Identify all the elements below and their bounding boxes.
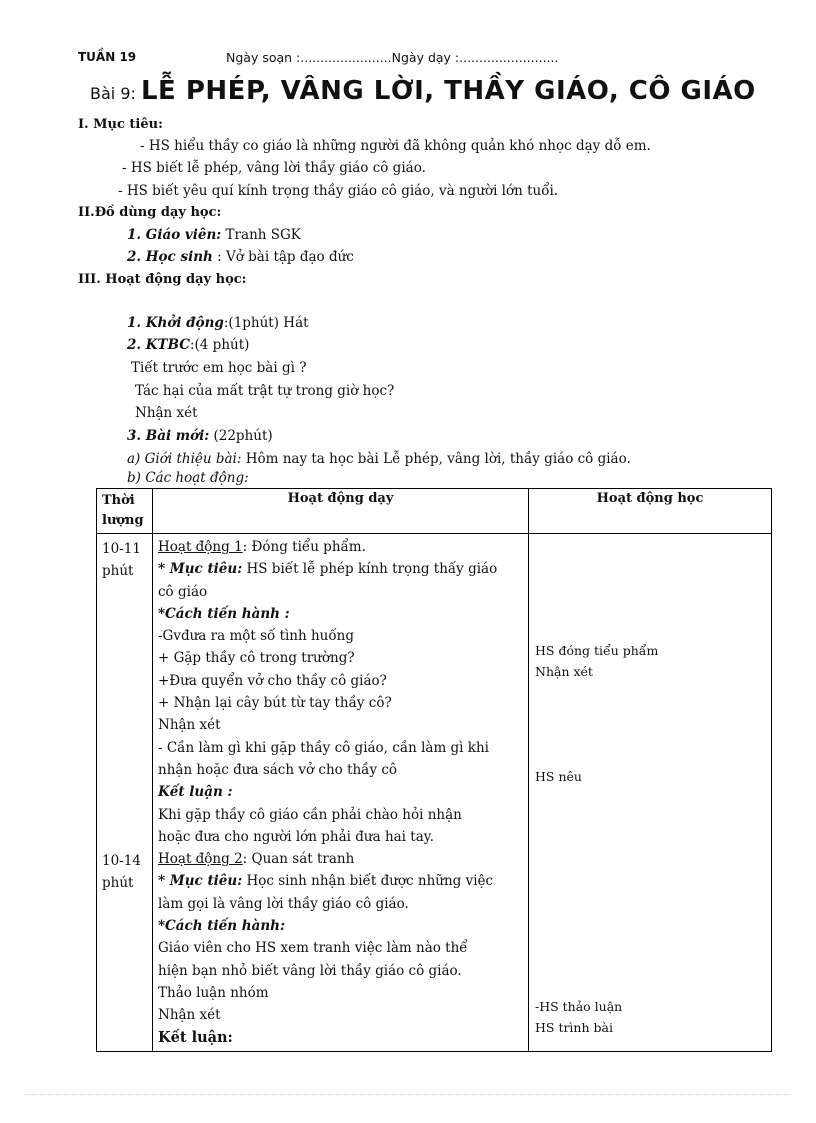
review-line	[127, 337, 249, 353]
lesson-heading	[90, 76, 756, 106]
act1-title-rest: : Đóng tiểu phẩm.	[242, 539, 366, 555]
act1-goal-cont: cô giáo	[158, 583, 208, 600]
act1-line: Nhận xét	[158, 717, 221, 734]
section-materials-title: II.Đồ dùng dạy học:	[78, 205, 222, 220]
intro-line	[127, 451, 631, 467]
time-activity-1	[102, 538, 141, 582]
act2-goal	[158, 870, 523, 892]
act1-line: + Gặp thầy cô trong trường?	[158, 650, 355, 667]
learn-activity-2	[535, 996, 622, 1038]
time-value: 10-11	[102, 541, 141, 557]
header-time-l2: lượng	[102, 513, 144, 528]
lesson-prefix: Bài 9:	[90, 84, 136, 103]
header-learn: Hoạt động học	[529, 489, 772, 534]
act1-goal-text: HS biết lễ phép kính trọng thấy giáo	[242, 561, 498, 578]
learn-activity-1	[535, 640, 658, 682]
objective-item: - HS biết yêu quí kính trọng thầy giáo cô giáo, và người lớn tuổi.	[118, 183, 559, 199]
learn-item: HS nêu	[535, 769, 582, 784]
act1-goal-label: * Mục tiêu:	[158, 561, 243, 578]
learn-cell	[529, 534, 772, 1052]
act2-conclusion-label: Kết luận:	[158, 1028, 233, 1046]
table-header-row	[97, 489, 772, 534]
act1-conclusion-text: Khi gặp thầy cô giáo cần phải chào hỏi nhận	[158, 806, 462, 823]
act1-line: +Đưa quyển vở cho thầy cô giáo?	[158, 672, 387, 689]
review-value: :(4 phút)	[189, 337, 250, 353]
warmup-line	[127, 315, 309, 331]
warmup-label: 1. Khởi động	[127, 315, 224, 331]
learn-item: Nhận xét	[535, 664, 593, 679]
dates-line: Ngày soạn :.......................Ngày dạy :.........................	[226, 50, 559, 65]
intro-label: a) Giới thiệu bài:	[127, 451, 242, 467]
time-unit: phút	[102, 875, 134, 891]
new-lesson-label: 3. Bài mới:	[127, 428, 210, 444]
act2-line: Giáo viên cho HS xem tranh việc làm nào thể	[158, 940, 468, 957]
time-activity-2	[102, 850, 141, 894]
lesson-plan-table	[96, 488, 772, 1052]
act2-goal-text: Học sinh nhận biết được những việc	[242, 873, 494, 890]
act2-goal-label: * Mục tiêu:	[158, 873, 243, 890]
review-note: Nhận xét	[135, 405, 198, 421]
materials-teacher	[127, 227, 301, 243]
act2-line: hiện bạn nhỏ biết vâng lời thầy giáo cô giáo.	[158, 962, 462, 979]
review-question: Tiết trước em học bài gì ?	[131, 360, 307, 376]
time-cell	[97, 534, 153, 1052]
learn-item: HS đóng tiểu phẩm	[535, 643, 659, 658]
act1-title-label: Hoạt động 1	[158, 539, 243, 555]
materials-teacher-label: 1. Giáo viên:	[127, 227, 222, 243]
review-label: 2. KTBC	[127, 337, 190, 353]
week-label: TUẦN 19	[78, 50, 137, 64]
act2-title	[158, 848, 523, 870]
header-time	[97, 489, 153, 534]
act1-title	[158, 536, 523, 558]
time-value: 10-14	[102, 853, 141, 869]
new-lesson-value: (22phút)	[209, 428, 273, 444]
learn-item: -HS thảo luận	[535, 999, 623, 1014]
act2-title-label: Hoạt động 2	[158, 851, 243, 868]
lesson-title: LỄ PHÉP, VÂNG LỜI, THẦY GIÁO, CÔ GIÁO	[140, 76, 756, 106]
materials-student-value: : Vở bài tập đạo đức	[212, 249, 354, 265]
header-teach: Hoạt động dạy	[153, 489, 529, 534]
act1-goal	[158, 558, 523, 580]
act1-method: *Cách tiến hành :	[158, 605, 290, 622]
section-activities-title: III. Hoạt động dạy học:	[78, 272, 247, 287]
intro-value: Hôm nay ta học bài Lễ phép, vâng lời, thầy giáo cô giáo.	[245, 451, 631, 467]
time-unit: phút	[102, 563, 134, 579]
act1-line: nhận hoặc đưa sách vở cho thầy cô	[158, 761, 398, 778]
activities-label: b) Các hoạt động:	[127, 470, 249, 486]
warmup-value: :(1phút) Hát	[223, 315, 309, 331]
page-footer-divider	[25, 1094, 791, 1095]
materials-teacher-value: Tranh SGK	[221, 227, 301, 243]
review-question: Tác hại của mất trật tự trong giờ học?	[135, 383, 395, 399]
act2-title-rest: : Quan sát tranh	[242, 851, 355, 868]
act1-line: + Nhận lại cây bút từ tay thầy cô?	[158, 695, 392, 712]
section-objectives-title: I. Mục tiêu:	[78, 117, 163, 132]
act2-goal-cont: làm gọi là vâng lời thầy giáo cô giáo.	[158, 895, 409, 912]
act2-line: Nhận xét	[158, 1007, 221, 1024]
teach-cell	[153, 534, 529, 1052]
table-row	[97, 534, 772, 1052]
act2-method: *Cách tiến hành:	[158, 918, 285, 935]
objective-item: - HS hiểu thầy co giáo là những người đã không quản khó nhọc dạy dỗ em.	[140, 138, 651, 154]
act2-line: Thảo luận nhóm	[158, 984, 269, 1001]
act1-conclusion-label: Kết luận :	[158, 784, 233, 801]
materials-student-label: 2. Học sinh	[127, 249, 213, 265]
act1-line: -Gvđưa ra một số tình huống	[158, 628, 354, 645]
act1-line: - Cần làm gì khi gặp thầy cô giáo, cần làm gì khi	[158, 739, 489, 756]
header-time-l1: Thời	[102, 493, 135, 508]
act1-conclusion-text: hoặc đưa cho người lớn phải đưa hai tay.	[158, 828, 434, 845]
learn-item: HS trình bài	[535, 1020, 613, 1035]
new-lesson-line	[127, 428, 273, 444]
materials-student	[127, 249, 354, 265]
objective-item: - HS biết lễ phép, vâng lời thầy giáo cô giáo.	[122, 160, 426, 176]
